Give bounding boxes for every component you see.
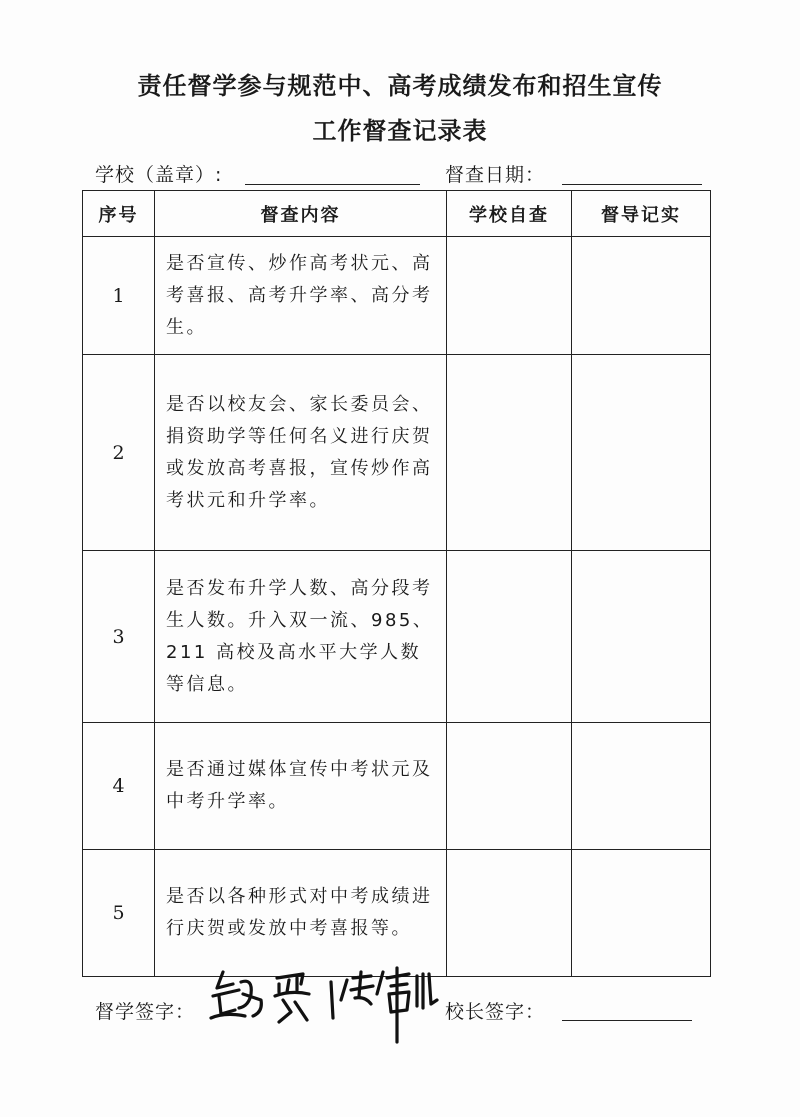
self-check-cell[interactable] <box>447 355 572 551</box>
inspection-date-label: 督查日期： <box>445 164 546 186</box>
header-supervision-record: 督导记实 <box>572 191 711 237</box>
principal-signature-label: 校长签字： <box>445 1001 546 1023</box>
row-content: 是否以各种形式对中考成绩进行庆贺或发放中考喜报等。 <box>155 850 447 977</box>
table-header-row <box>83 191 711 237</box>
record-cell[interactable] <box>572 237 711 355</box>
row-content: 是否发布升学人数、高分段考生人数。升入双一流、985、211 高校及高水平大学人数等信息。 <box>155 551 447 723</box>
row-content: 是否宣传、炒作高考状元、高考喜报、高考升学率、高分考生。 <box>155 237 447 355</box>
school-seal-field[interactable] <box>245 184 420 185</box>
self-check-cell[interactable] <box>447 723 572 850</box>
table-row <box>83 551 711 723</box>
row-number: 5 <box>83 850 155 977</box>
record-cell[interactable] <box>572 850 711 977</box>
row-number: 1 <box>83 237 155 355</box>
self-check-cell[interactable] <box>447 237 572 355</box>
record-cell[interactable] <box>572 723 711 850</box>
table-row <box>83 355 711 551</box>
row-number: 3 <box>83 551 155 723</box>
table-row <box>83 850 711 977</box>
row-content: 是否通过媒体宣传中考状元及中考升学率。 <box>155 723 447 850</box>
row-number: 2 <box>83 355 155 551</box>
inspection-date-field[interactable] <box>562 184 702 185</box>
header-school-self-check: 学校自查 <box>447 191 572 237</box>
header-serial-number: 序号 <box>83 191 155 237</box>
record-cell[interactable] <box>572 355 711 551</box>
inspector-signature-label: 督学签字： <box>95 1001 196 1023</box>
inspection-record-table <box>82 190 711 977</box>
row-number: 4 <box>83 723 155 850</box>
self-check-cell[interactable] <box>447 850 572 977</box>
self-check-cell[interactable] <box>447 551 572 723</box>
inspector-handwritten-signature <box>205 960 450 1050</box>
record-cell[interactable] <box>572 551 711 723</box>
document-title-line2: 工作督查记录表 <box>312 117 488 145</box>
table-row <box>83 723 711 850</box>
table-row <box>83 237 711 355</box>
header-inspection-content: 督查内容 <box>155 191 447 237</box>
principal-signature-field[interactable] <box>562 1020 692 1021</box>
school-seal-label: 学校（盖章）: <box>95 164 223 186</box>
row-content: 是否以校友会、家长委员会、捐资助学等任何名义进行庆贺或发放高考喜报，宣传炒作高考状元和升学率。 <box>155 355 447 551</box>
document-title-line1: 责任督学参与规范中、高考成绩发布和招生宣传 <box>137 72 663 100</box>
